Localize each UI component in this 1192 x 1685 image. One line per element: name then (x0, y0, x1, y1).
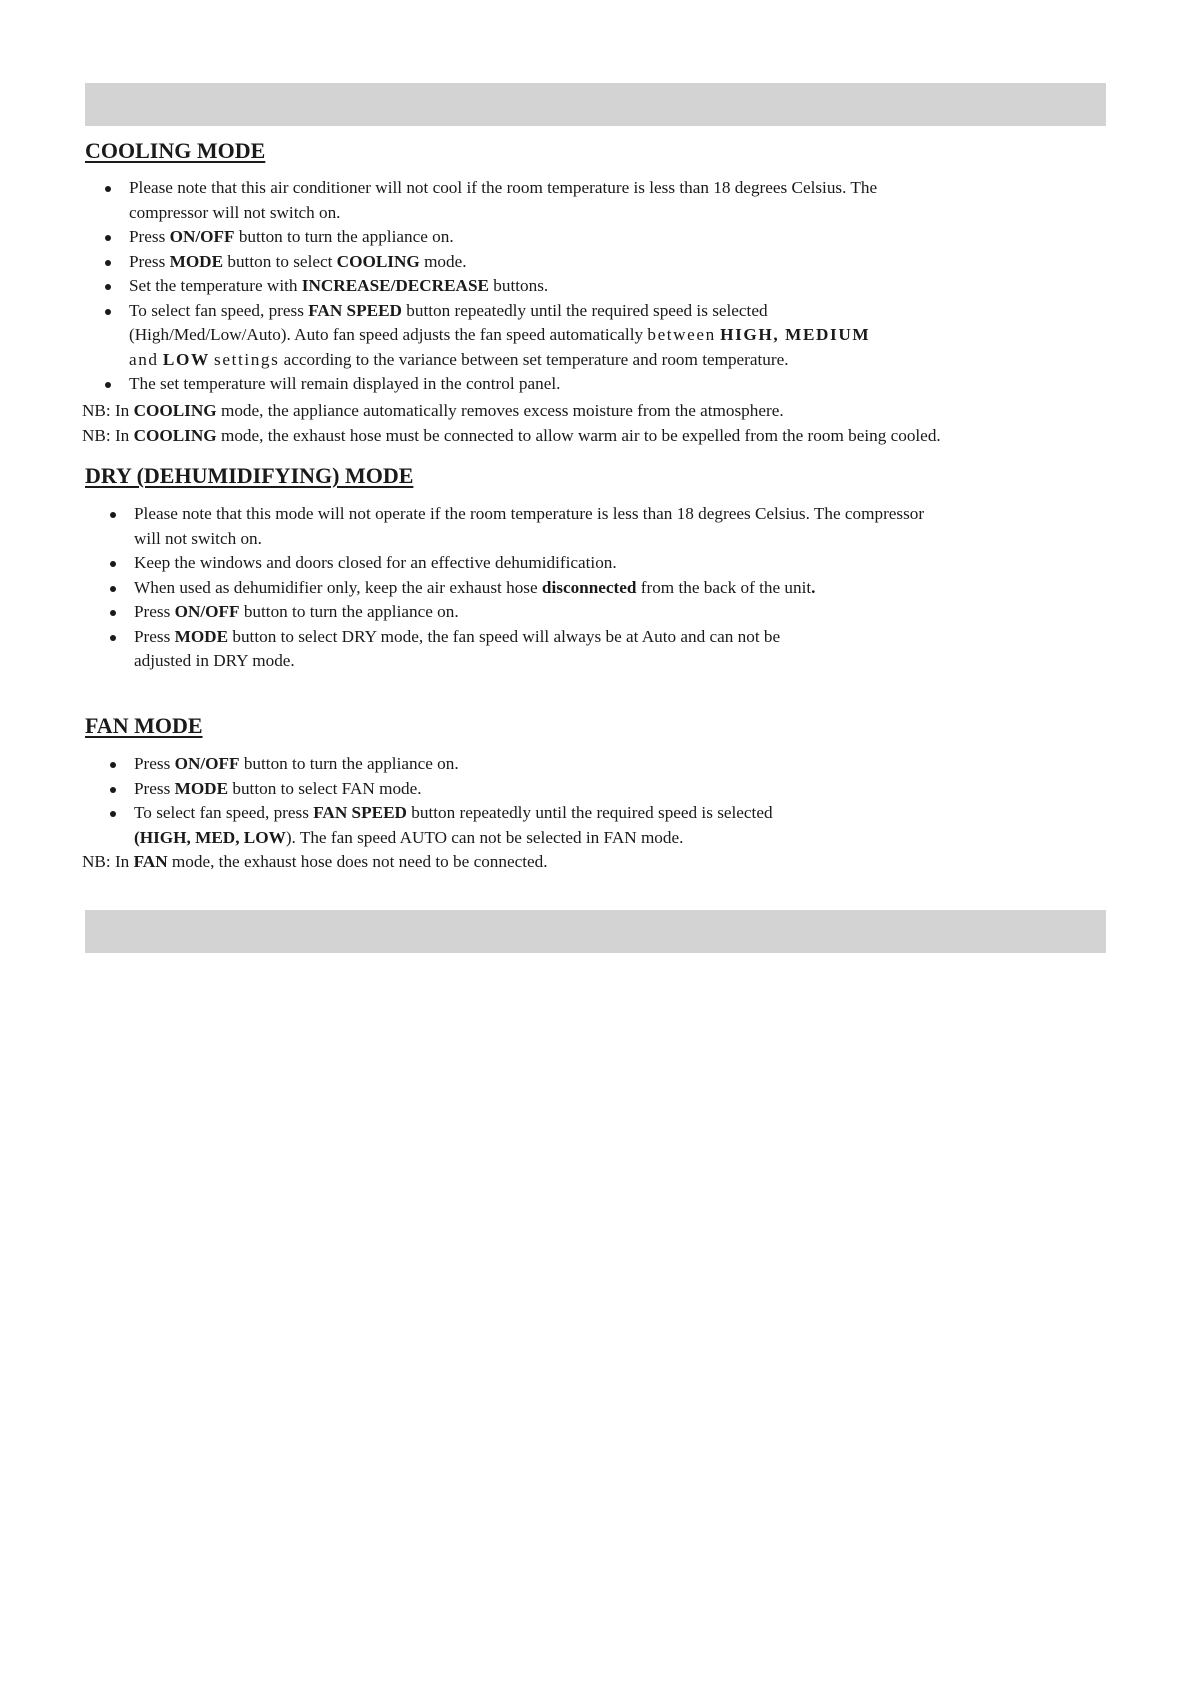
list-item: Press MODE button to select COOLING mode. (85, 250, 1085, 275)
cooling-note-moisture: NB: In COOLING mode, the appliance automatically removes excess moisture from the atmosphere. (82, 401, 784, 420)
list-item: When used as dehumidifier only, keep the air exhaust hose disconnected from the back of the unit. (85, 576, 1085, 601)
fan-mode-heading: FAN MODE (85, 713, 203, 738)
section-header-band-top (85, 83, 1106, 126)
list-item: Press ON/OFF button to turn the appliance on. (85, 225, 1085, 250)
list-item: Press ON/OFF button to turn the appliance on. (85, 600, 1085, 625)
list-item: Please note that this air conditioner will not cool if the room temperature is less than 18 degrees Celsius. The compressor will not switch on. (85, 176, 1085, 225)
fan-mode-list (85, 752, 1085, 850)
dry-mode-list (85, 502, 1085, 674)
list-item: Press ON/OFF button to turn the appliance on. (85, 752, 1085, 777)
list-item: The set temperature will remain displayed in the control panel. (85, 372, 1085, 397)
list-item: Press MODE button to select DRY mode, the fan speed will always be at Auto and can not be adjusted in DRY mode. (85, 625, 1085, 674)
cooling-note-exhaust-hose: NB: In COOLING mode, the exhaust hose must be connected to allow warm air to be expelled from the room being cooled. (82, 426, 941, 445)
list-item: To select fan speed, press FAN SPEED button repeatedly until the required speed is selected (HIGH, MED, LOW). The fan speed AUTO can not be selected in FAN mode. (85, 801, 1085, 850)
section-header-band-bottom (85, 910, 1106, 953)
dry-mode-heading: DRY (DEHUMIDIFYING) MODE (85, 463, 414, 488)
list-item: Keep the windows and doors closed for an effective dehumidification. (85, 551, 1085, 576)
list-item: To select fan speed, press FAN SPEED button repeatedly until the required speed is selected (High/Med/Low/Auto). Auto fan speed adjusts the fan speed automatically between HIGH, MEDIUM and LOW settings according to the variance between set temperature and room temperature. (85, 299, 1085, 373)
list-item: Please note that this mode will not operate if the room temperature is less than 18 degrees Celsius. The compressor will not switch on. (85, 502, 1085, 551)
list-item: Set the temperature with INCREASE/DECREASE buttons. (85, 274, 1085, 299)
list-item: Press MODE button to select FAN mode. (85, 777, 1085, 802)
cooling-mode-list (85, 176, 1085, 397)
fan-note-exhaust-hose: NB: In FAN mode, the exhaust hose does not need to be connected. (82, 852, 548, 871)
cooling-mode-heading: COOLING MODE (85, 138, 266, 163)
